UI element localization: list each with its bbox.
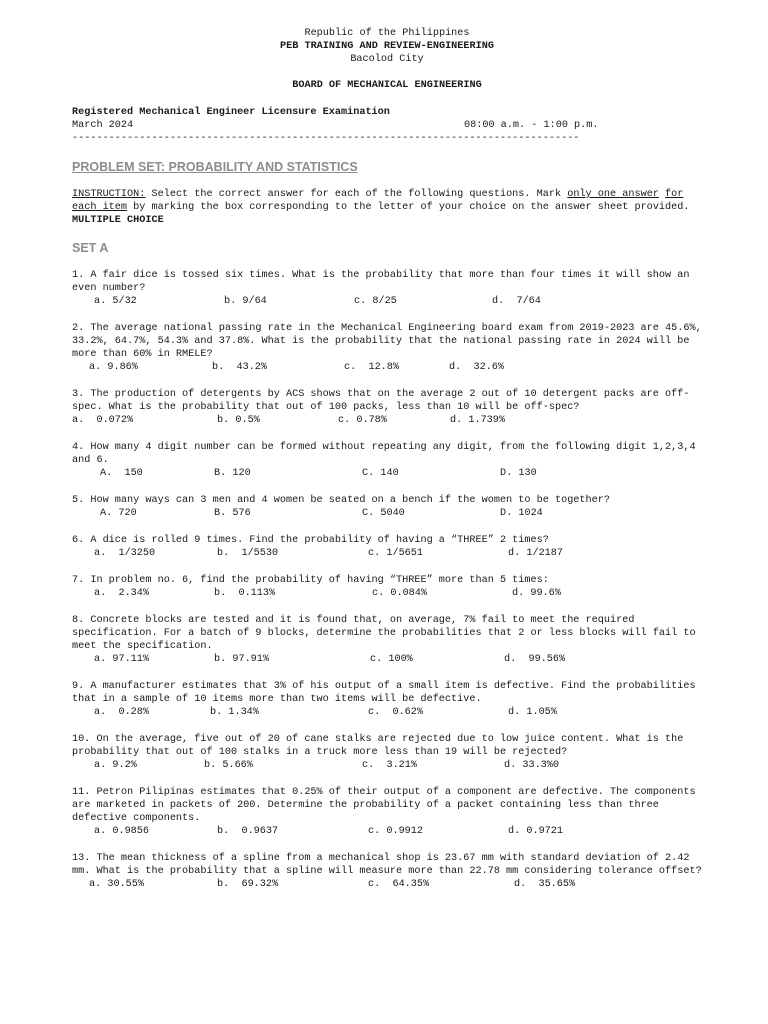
answer-option: b. 0.9637 — [217, 826, 279, 837]
answer-option: d. 99.56% — [504, 654, 566, 665]
answer-options — [72, 878, 702, 891]
question-item — [72, 680, 702, 719]
answer-option: d. 35.65% — [514, 879, 576, 890]
instruction-label: INSTRUCTION: — [72, 189, 146, 200]
separator-line: ----------------------------------------------------------------------------------- — [72, 133, 580, 144]
problem-set-title: PROBLEM SET: PROBABILITY AND STATISTICS — [72, 160, 358, 174]
answer-option: a. 5/32 — [94, 296, 137, 307]
answer-option: c. 8/25 — [354, 296, 397, 307]
answer-option: D. 130 — [500, 468, 537, 479]
answer-option: b. 97.91% — [214, 654, 270, 665]
answer-options — [72, 759, 702, 772]
answer-option: C. 140 — [362, 468, 399, 479]
question-text: 10. On the average, five out of 20 of cane stalks are rejected due to low juice content. What is the probability that out of 100 stalks in a truck more less than 19 will be rejected? — [72, 734, 684, 758]
answer-option: b. 1/5530 — [217, 548, 279, 559]
exam-date-row — [72, 119, 702, 132]
answer-option: b. 9/64 — [224, 296, 267, 307]
answer-option: d. 32.6% — [449, 362, 505, 373]
question-item — [72, 269, 702, 308]
document-page — [72, 27, 702, 891]
answer-options — [72, 295, 702, 308]
answer-option: b. 69.32% — [217, 879, 279, 890]
answer-option: A. 150 — [100, 468, 143, 479]
set-title: SET A — [72, 241, 109, 255]
answer-option: c. 1/5651 — [368, 548, 424, 559]
answer-option: c. 12.8% — [344, 362, 400, 373]
answer-option: B. 576 — [214, 508, 251, 519]
answer-option: a. 9.86% — [89, 362, 138, 373]
answer-option: d. 1.05% — [508, 707, 557, 718]
answer-option: b. 0.113% — [214, 588, 276, 599]
question-text: 11. Petron Pilipinas estimates that 0.25% of their output of a component are defective. The components are marketed in packets of 200. Determine the probability of a packet containing less than three defective components. — [72, 787, 696, 824]
exam-date: March 2024 — [72, 120, 134, 131]
answer-options — [72, 825, 702, 838]
answer-option: A. 720 — [100, 508, 137, 519]
question-text: 6. A dice is rolled 9 times. Find the probability of having a “THREE” 2 times? — [72, 535, 549, 546]
document-header — [72, 27, 702, 66]
question-text: 2. The average national passing rate in the Mechanical Engineering board exam from 2019-2023 are 45.6%, 33.2%, 64.7%, 54.3% and 37.8%. What is the probability that the national passing rate in 2024 will be more than 60% in RMELE? — [72, 323, 702, 360]
answer-option: a. 30.55% — [89, 879, 145, 890]
question-item — [72, 614, 702, 666]
institution-line: PEB TRAINING AND REVIEW-ENGINEERING — [280, 41, 494, 52]
instruction-emphasis-2: for each item — [72, 189, 684, 213]
question-item — [72, 494, 702, 520]
answer-option: d. 0.9721 — [508, 826, 564, 837]
answer-option: c. 0.9912 — [368, 826, 424, 837]
exam-info — [72, 106, 702, 145]
answer-option: a. 0.9856 — [94, 826, 150, 837]
answer-options — [72, 507, 702, 520]
answer-options — [72, 467, 702, 480]
instruction-text: INSTRUCTION: Select the correct answer for each of the following questions. Mark only one answer for each item by marking the box corresponding to the letter of your choice on the answer sheet provided. — [72, 189, 690, 213]
answer-option: c. 100% — [370, 654, 413, 665]
answer-option: d. 7/64 — [492, 296, 541, 307]
question-item — [72, 441, 702, 480]
question-item — [72, 388, 702, 427]
question-item — [72, 534, 702, 560]
city-line: Bacolod City — [350, 54, 424, 65]
answer-option: c. 0.62% — [368, 707, 424, 718]
question-item — [72, 733, 702, 772]
answer-options — [72, 414, 702, 427]
answer-option: d. 99.6% — [512, 588, 561, 599]
exam-time: 08:00 a.m. - 1:00 p.m. — [464, 120, 599, 131]
republic-line: Republic of the Philippines — [304, 28, 470, 39]
answer-option: b. 1.34% — [210, 707, 259, 718]
answer-option: d. 33.3%0 — [504, 760, 560, 771]
answer-option: c. 64.35% — [368, 879, 430, 890]
answer-option: c. 0.78% — [338, 415, 387, 426]
question-text: 7. In problem no. 6, find the probability of having “THREE” more than 5 times: — [72, 575, 549, 586]
question-text: 9. A manufacturer estimates that 3% of his output of a small item is defective. Find the probabilities that in a sample of 10 items more than two items will be defective. — [72, 681, 696, 705]
question-list — [72, 269, 702, 891]
answer-option: a. 0.072% — [72, 415, 134, 426]
question-item — [72, 322, 702, 374]
question-text: 13. The mean thickness of a spline from a mechanical shop is 23.67 mm with standard deviation of 2.42 mm. What is the probability that a spline will measure more than 22.78 mm considering tolerance offset? — [72, 853, 702, 877]
answer-option: c. 0.084% — [372, 588, 428, 599]
question-text: 1. A fair dice is tossed six times. What is the probability that more than four times it will show an even number? — [72, 270, 690, 294]
exam-title: Registered Mechanical Engineer Licensure Examination — [72, 107, 390, 118]
answer-option: b. 5.66% — [204, 760, 253, 771]
question-item — [72, 852, 702, 891]
answer-option: d. 1.739% — [450, 415, 506, 426]
answer-option: b. 43.2% — [212, 362, 268, 373]
question-text: 5. How many ways can 3 men and 4 women be seated on a bench if the women to be together? — [72, 495, 610, 506]
question-item — [72, 786, 702, 838]
answer-options — [72, 547, 702, 560]
question-text: 3. The production of detergents by ACS shows that on the average 2 out of 10 detergent packs are off-spec. What is the probability that out of 100 packs, less than 10 will be off-spec? — [72, 389, 690, 413]
answer-options — [72, 706, 702, 719]
answer-option: d. 1/2187 — [508, 548, 564, 559]
answer-option: a. 0.28% — [94, 707, 150, 718]
answer-option: a. 9.2% — [94, 760, 137, 771]
answer-option: a. 2.34% — [94, 588, 150, 599]
answer-option: a. 1/3250 — [94, 548, 156, 559]
answer-option: D. 1024 — [500, 508, 543, 519]
answer-options — [72, 653, 702, 666]
answer-option: B. 120 — [214, 468, 251, 479]
answer-option: b. 0.5% — [217, 415, 260, 426]
instruction-emphasis-1: only one answer — [567, 189, 659, 200]
question-item — [72, 574, 702, 600]
answer-options — [72, 587, 702, 600]
question-text: 8. Concrete blocks are tested and it is found that, on average, 7% fail to meet the required specification. For a batch of 9 blocks, determine the probabilities that 2 or less blocks will fail to meet the specification. — [72, 615, 696, 652]
answer-options — [72, 361, 702, 374]
answer-option: C. 5040 — [362, 508, 405, 519]
question-text: 4. How many 4 digit number can be formed without repeating any digit, from the following digit 1,2,3,4 and 6. — [72, 442, 696, 466]
instruction-block — [72, 188, 702, 227]
answer-option: c. 3.21% — [362, 760, 418, 771]
answer-option: a. 97.11% — [94, 654, 150, 665]
multiple-choice-label: MULTIPLE CHOICE — [72, 215, 164, 226]
board-title: BOARD OF MECHANICAL ENGINEERING — [292, 80, 482, 91]
